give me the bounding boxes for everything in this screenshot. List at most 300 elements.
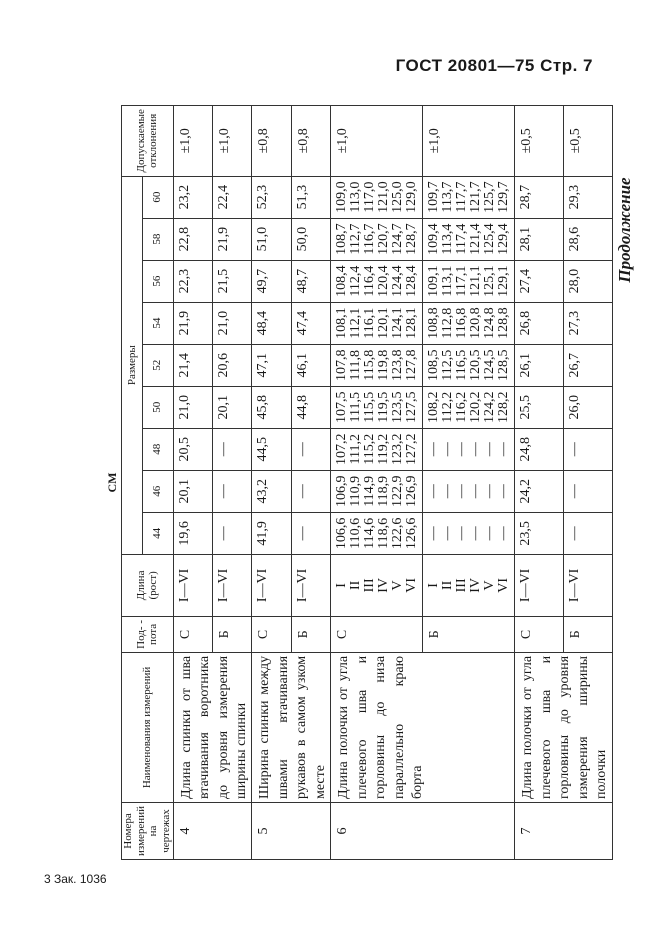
size-value-cell bbox=[563, 302, 612, 344]
tolerance-cell: ±0,8 bbox=[252, 106, 291, 177]
size-value: 111,2 bbox=[348, 434, 364, 465]
size-value-cell bbox=[291, 218, 330, 260]
size-value: 128,4 bbox=[404, 265, 420, 297]
size-value: 125,4 bbox=[482, 223, 498, 255]
size-value: — bbox=[454, 442, 470, 457]
size-value-cell bbox=[563, 386, 612, 428]
size-value: 21,5 bbox=[216, 268, 231, 294]
size-value: 20,6 bbox=[216, 352, 231, 378]
length-cell bbox=[252, 554, 291, 616]
size-value-cell bbox=[515, 386, 564, 428]
size-value: 21,0 bbox=[216, 310, 231, 336]
size-value: 22,4 bbox=[216, 184, 231, 210]
continuation-label: Продолжение bbox=[615, 177, 634, 283]
size-value: 110,9 bbox=[348, 475, 364, 507]
size-header: 58 bbox=[142, 218, 173, 260]
size-value: 127,2 bbox=[404, 433, 420, 466]
size-value: 125,7 bbox=[482, 181, 498, 213]
size-value: 120,7 bbox=[376, 223, 392, 255]
size-value: 21,4 bbox=[176, 352, 192, 378]
measurements-table bbox=[103, 105, 613, 860]
length-value: I—VI bbox=[294, 568, 310, 603]
measurement-number: 4 bbox=[173, 803, 252, 860]
size-value: 112,8 bbox=[440, 307, 456, 339]
size-value: 48,7 bbox=[294, 268, 310, 294]
size-value: — bbox=[440, 526, 456, 541]
size-value-cell bbox=[563, 344, 612, 386]
size-value: 21,9 bbox=[176, 310, 192, 336]
size-value-cell bbox=[331, 512, 423, 554]
size-value: 127,8 bbox=[404, 349, 420, 381]
size-value: 108,7 bbox=[334, 223, 350, 255]
size-value: — bbox=[440, 484, 456, 499]
size-value: 113,7 bbox=[440, 181, 456, 213]
size-header: 44 bbox=[142, 512, 173, 554]
subgroup-cell: С bbox=[331, 616, 423, 652]
length-cell bbox=[423, 554, 515, 616]
length-cell bbox=[563, 554, 612, 616]
size-value-cell bbox=[515, 218, 564, 260]
size-value: 113,0 bbox=[348, 181, 364, 213]
size-value-cell bbox=[173, 302, 212, 344]
size-value-cell bbox=[291, 344, 330, 386]
size-value: 51,3 bbox=[294, 184, 310, 210]
size-value: 126,6 bbox=[404, 517, 420, 550]
size-value-cell bbox=[423, 470, 515, 512]
length-value: VI bbox=[404, 577, 420, 593]
length-value: I—VI bbox=[216, 568, 231, 603]
table-row bbox=[252, 106, 291, 860]
size-value-cell bbox=[515, 428, 564, 470]
size-value-cell bbox=[252, 260, 291, 302]
measurement-name: Длина полочки от угла плечевого шва и горловины до низа параллельно краю борта bbox=[331, 652, 515, 802]
size-value: 111,8 bbox=[348, 349, 364, 381]
size-value: 116,7 bbox=[362, 223, 378, 255]
size-value-cell bbox=[291, 302, 330, 344]
size-value: 115,5 bbox=[362, 391, 378, 423]
size-value: 22,3 bbox=[176, 268, 192, 294]
size-value-cell bbox=[423, 302, 515, 344]
size-value-cell bbox=[515, 260, 564, 302]
size-value-cell bbox=[173, 470, 212, 512]
size-value-cell bbox=[331, 428, 423, 470]
size-value-cell bbox=[563, 260, 612, 302]
size-value-cell bbox=[291, 470, 330, 512]
size-value: — bbox=[496, 484, 512, 499]
length-cell bbox=[331, 554, 423, 616]
size-value: 122,6 bbox=[390, 517, 406, 550]
size-value: 120,8 bbox=[468, 307, 484, 339]
measurement-number: 7 bbox=[515, 803, 612, 860]
length-value: V bbox=[390, 580, 406, 591]
size-value: 112,1 bbox=[348, 307, 364, 339]
size-value: — bbox=[482, 526, 498, 541]
size-value: 47,4 bbox=[294, 310, 310, 336]
size-value: 45,8 bbox=[255, 394, 271, 420]
size-value: 27,4 bbox=[518, 268, 534, 294]
size-value: 118,6 bbox=[376, 517, 392, 549]
col-header-tolerance: Допускаемые отклонения bbox=[122, 106, 174, 177]
page-footer: 3 Зак. 1036 bbox=[44, 872, 107, 886]
size-value: 116,8 bbox=[454, 307, 470, 339]
size-value: — bbox=[454, 484, 470, 499]
size-value: 121,0 bbox=[376, 181, 392, 213]
size-value: 107,2 bbox=[334, 433, 350, 466]
size-value-cell bbox=[252, 302, 291, 344]
col-header-name: Наименования измерений bbox=[122, 652, 174, 802]
size-value: 124,2 bbox=[482, 391, 498, 423]
size-value-cell bbox=[252, 176, 291, 218]
table-row bbox=[331, 106, 423, 860]
size-value: 120,1 bbox=[376, 307, 392, 339]
length-value: I bbox=[426, 583, 442, 588]
size-value: 108,2 bbox=[426, 391, 442, 423]
size-value-cell bbox=[173, 260, 212, 302]
size-value-cell bbox=[213, 512, 252, 554]
size-value: 49,7 bbox=[255, 268, 271, 294]
size-value: — bbox=[468, 526, 484, 541]
size-value: 118,9 bbox=[376, 475, 392, 507]
size-value: 121,7 bbox=[468, 181, 484, 213]
size-value: 112,5 bbox=[440, 349, 456, 381]
measurements-table-area bbox=[103, 105, 648, 860]
size-value: — bbox=[496, 442, 512, 457]
measurement-name: Длина спинки от шва втачивания воротника до уровня измерения ширины спинки bbox=[173, 652, 252, 802]
size-value: 116,1 bbox=[362, 307, 378, 339]
size-value: 29,3 bbox=[566, 184, 582, 210]
size-value: 128,5 bbox=[496, 349, 512, 381]
size-value: 28,0 bbox=[566, 268, 582, 294]
size-value-cell bbox=[213, 176, 252, 218]
size-value-cell bbox=[423, 218, 515, 260]
size-value-cell bbox=[515, 470, 564, 512]
length-value: II bbox=[348, 580, 364, 591]
size-value-cell bbox=[173, 344, 212, 386]
size-header: 54 bbox=[142, 302, 173, 344]
size-value: 117,0 bbox=[362, 181, 378, 213]
size-value: 23,2 bbox=[176, 184, 192, 210]
size-value: 106,9 bbox=[334, 475, 350, 508]
size-value: 28,7 bbox=[518, 184, 534, 210]
length-value: III bbox=[454, 578, 470, 593]
size-value: 117,7 bbox=[454, 181, 470, 213]
size-header: 48 bbox=[142, 428, 173, 470]
length-cell bbox=[173, 554, 212, 616]
subgroup-cell: С bbox=[515, 616, 564, 652]
length-value: III bbox=[362, 578, 378, 593]
tolerance-cell: ±0,5 bbox=[563, 106, 612, 177]
size-value: 114,6 bbox=[362, 517, 378, 549]
size-value: 128,7 bbox=[404, 223, 420, 255]
size-value: 46,1 bbox=[294, 352, 310, 378]
size-value: 21,0 bbox=[176, 394, 192, 420]
size-value: 119,8 bbox=[376, 349, 392, 381]
size-value: 28,1 bbox=[518, 226, 534, 252]
size-value: 116,2 bbox=[454, 391, 470, 423]
length-value: I—VI bbox=[176, 568, 192, 603]
size-value: 25,5 bbox=[518, 394, 534, 420]
size-value: 108,4 bbox=[334, 265, 350, 297]
size-value: 119,2 bbox=[376, 433, 392, 465]
size-value: 114,9 bbox=[362, 475, 378, 507]
length-value: I—VI bbox=[518, 568, 534, 603]
size-value-cell bbox=[173, 218, 212, 260]
size-header: 60 bbox=[142, 176, 173, 218]
tolerance-cell: ±0,5 bbox=[515, 106, 564, 177]
size-value: 123,5 bbox=[390, 391, 406, 423]
subgroup-cell: Б bbox=[213, 616, 252, 652]
length-value: II bbox=[440, 580, 456, 591]
size-value: — bbox=[294, 484, 310, 499]
size-value: 19,6 bbox=[176, 521, 192, 546]
size-value: — bbox=[216, 526, 231, 541]
col-header-subgroup: Под- пота bbox=[122, 616, 174, 652]
size-value: 124,1 bbox=[390, 307, 406, 339]
size-value: 123,8 bbox=[390, 349, 406, 381]
size-value: 121,4 bbox=[468, 223, 484, 255]
subgroup-cell: Б bbox=[291, 616, 330, 652]
size-value: 124,8 bbox=[482, 307, 498, 339]
size-value: 48,4 bbox=[255, 310, 271, 336]
size-value: 108,5 bbox=[426, 349, 442, 381]
size-value: 121,1 bbox=[468, 265, 484, 297]
subgroup-cell: Б bbox=[563, 616, 612, 652]
page-header: ГОСТ 20801—75 Стр. 7 bbox=[395, 56, 593, 75]
size-value-cell bbox=[252, 386, 291, 428]
size-value: 28,6 bbox=[566, 226, 582, 252]
size-value-cell bbox=[173, 428, 212, 470]
size-value-cell bbox=[213, 428, 252, 470]
size-value-cell bbox=[213, 218, 252, 260]
size-value: 50,0 bbox=[294, 226, 310, 252]
size-value: 26,8 bbox=[518, 310, 534, 336]
size-value-cell bbox=[331, 386, 423, 428]
unit-label: СМ bbox=[103, 106, 122, 860]
length-value: IV bbox=[468, 577, 484, 593]
size-value-cell bbox=[213, 470, 252, 512]
size-value: 20,1 bbox=[216, 394, 231, 420]
size-value-cell bbox=[252, 344, 291, 386]
size-value: 51,0 bbox=[255, 226, 271, 252]
size-value: 129,0 bbox=[404, 181, 420, 213]
size-value-cell bbox=[563, 428, 612, 470]
subgroup-cell: С bbox=[173, 616, 212, 652]
size-value-cell bbox=[252, 218, 291, 260]
size-value: — bbox=[454, 526, 470, 541]
length-value: I bbox=[334, 583, 350, 588]
measurement-name: Длина полочки от угла плечевого шва и горловины до уровня измерения ширины полочки bbox=[515, 652, 612, 802]
size-header: 50 bbox=[142, 386, 173, 428]
size-value: — bbox=[294, 526, 310, 541]
rotated-table-container bbox=[103, 105, 648, 860]
size-value: 107,5 bbox=[334, 391, 350, 423]
size-value: 109,1 bbox=[426, 265, 442, 297]
size-value: — bbox=[468, 484, 484, 499]
tolerance-cell: ±1,0 bbox=[423, 106, 515, 177]
size-value-cell bbox=[563, 176, 612, 218]
size-value: — bbox=[426, 442, 442, 457]
size-value: — bbox=[440, 442, 456, 457]
size-value: 123,2 bbox=[390, 433, 406, 466]
size-value: 110,6 bbox=[348, 517, 364, 549]
size-value-cell bbox=[331, 260, 423, 302]
size-value-cell bbox=[291, 512, 330, 554]
size-value-cell bbox=[423, 428, 515, 470]
size-value: 116,4 bbox=[362, 265, 378, 297]
size-value-cell bbox=[423, 386, 515, 428]
size-value: 22,8 bbox=[176, 226, 192, 252]
tolerance-cell: ±1,0 bbox=[173, 106, 212, 177]
size-value: 128,8 bbox=[496, 307, 512, 339]
size-value: 109,0 bbox=[334, 181, 350, 213]
size-header: 46 bbox=[142, 470, 173, 512]
size-value: 119,5 bbox=[376, 391, 392, 423]
size-value: 26,1 bbox=[518, 352, 534, 378]
size-value: 127,5 bbox=[404, 391, 420, 423]
size-value-cell bbox=[173, 512, 212, 554]
subgroup-cell: С bbox=[252, 616, 291, 652]
size-value-cell bbox=[213, 302, 252, 344]
length-value: IV bbox=[376, 577, 392, 593]
measurement-number: 5 bbox=[252, 803, 331, 860]
size-value: 24,8 bbox=[518, 437, 534, 462]
size-value: 108,8 bbox=[426, 307, 442, 339]
size-value-cell bbox=[331, 218, 423, 260]
size-value-cell bbox=[423, 344, 515, 386]
tolerance-cell: ±0,8 bbox=[291, 106, 330, 177]
size-value-cell bbox=[173, 386, 212, 428]
size-value: 109,7 bbox=[426, 181, 442, 213]
size-value: 116,5 bbox=[454, 349, 470, 381]
size-value: 106,6 bbox=[334, 517, 350, 550]
tolerance-cell: ±1,0 bbox=[331, 106, 423, 177]
size-value: 112,7 bbox=[348, 223, 364, 255]
size-value: — bbox=[294, 442, 310, 457]
size-value: 44,8 bbox=[294, 394, 310, 420]
size-value: 107,8 bbox=[334, 349, 350, 381]
size-value-cell bbox=[563, 470, 612, 512]
subgroup-cell: Б bbox=[423, 616, 515, 652]
measurement-name: Ширина спинки между швами втачивания рукавов в самом узком месте bbox=[252, 652, 331, 802]
table-row bbox=[173, 106, 212, 860]
size-value-cell bbox=[213, 344, 252, 386]
size-value: 23,5 bbox=[518, 521, 534, 546]
size-value: 117,1 bbox=[454, 265, 470, 297]
tolerance-cell: ±1,0 bbox=[213, 106, 252, 177]
size-value-cell bbox=[515, 344, 564, 386]
col-header-length: Длина (рост) bbox=[122, 554, 174, 616]
length-value: VI bbox=[496, 577, 512, 593]
length-value: V bbox=[482, 580, 498, 591]
size-value: 128,1 bbox=[404, 307, 420, 339]
size-value-cell bbox=[331, 302, 423, 344]
size-value-cell bbox=[173, 176, 212, 218]
size-value: — bbox=[566, 442, 582, 457]
size-value: 24,2 bbox=[518, 479, 534, 504]
size-value-cell bbox=[252, 470, 291, 512]
size-value-cell bbox=[213, 260, 252, 302]
size-value-cell bbox=[331, 344, 423, 386]
size-value-cell bbox=[291, 260, 330, 302]
size-value-cell bbox=[563, 512, 612, 554]
size-value: 113,1 bbox=[440, 265, 456, 297]
size-value: 26,0 bbox=[566, 394, 582, 420]
size-value-cell bbox=[213, 386, 252, 428]
size-value: 109,4 bbox=[426, 223, 442, 255]
size-value: 52,3 bbox=[255, 184, 271, 210]
size-value-cell bbox=[515, 512, 564, 554]
size-value-cell bbox=[252, 512, 291, 554]
size-value: 129,1 bbox=[496, 265, 512, 297]
size-value: — bbox=[426, 484, 442, 499]
size-value: 129,7 bbox=[496, 181, 512, 213]
measurement-number: 6 bbox=[331, 803, 515, 860]
size-value: 112,4 bbox=[348, 265, 364, 297]
size-value-cell bbox=[252, 428, 291, 470]
col-header-number: Номера измерений на чертежах bbox=[122, 803, 174, 860]
size-value: — bbox=[566, 484, 582, 499]
size-value: 26,7 bbox=[566, 352, 582, 378]
length-value: I—VI bbox=[566, 568, 582, 603]
size-value: 115,2 bbox=[362, 433, 378, 465]
size-value-cell bbox=[563, 218, 612, 260]
length-cell bbox=[515, 554, 564, 616]
size-value: — bbox=[426, 526, 442, 541]
col-header-sizes: Размеры bbox=[122, 176, 143, 554]
size-value-cell bbox=[331, 176, 423, 218]
size-value: — bbox=[468, 442, 484, 457]
size-value: 122,9 bbox=[390, 475, 406, 508]
size-value: 27,3 bbox=[566, 310, 582, 336]
size-value: 20,5 bbox=[176, 437, 192, 462]
length-cell bbox=[213, 554, 252, 616]
size-value: 43,2 bbox=[255, 479, 271, 504]
size-value: 47,1 bbox=[255, 352, 271, 378]
size-value: 124,5 bbox=[482, 349, 498, 381]
size-value-cell bbox=[423, 176, 515, 218]
size-value: 113,4 bbox=[440, 223, 456, 255]
size-value: 120,2 bbox=[468, 391, 484, 423]
size-header: 56 bbox=[142, 260, 173, 302]
size-value: — bbox=[216, 442, 231, 457]
size-value: 120,4 bbox=[376, 265, 392, 297]
length-value: I—VI bbox=[255, 568, 271, 603]
size-value: 125,1 bbox=[482, 265, 498, 297]
size-value: 126,9 bbox=[404, 475, 420, 508]
size-value: 128,2 bbox=[496, 391, 512, 423]
size-value-cell bbox=[423, 512, 515, 554]
size-value: — bbox=[496, 526, 512, 541]
size-value: 44,5 bbox=[255, 437, 271, 462]
size-value: 117,4 bbox=[454, 223, 470, 255]
size-value: 115,8 bbox=[362, 349, 378, 381]
size-value: 108,1 bbox=[334, 307, 350, 339]
size-value: 21,9 bbox=[216, 226, 231, 252]
size-value-cell bbox=[515, 176, 564, 218]
size-value: 125,0 bbox=[390, 181, 406, 213]
size-value: — bbox=[216, 484, 231, 499]
size-value: 129,4 bbox=[496, 223, 512, 255]
size-value-cell bbox=[515, 302, 564, 344]
size-value-cell bbox=[423, 260, 515, 302]
size-value: — bbox=[566, 526, 582, 541]
size-value: — bbox=[482, 484, 498, 499]
size-value: 124,7 bbox=[390, 223, 406, 255]
size-value-cell bbox=[291, 176, 330, 218]
size-value: 111,5 bbox=[348, 392, 364, 423]
length-cell bbox=[291, 554, 330, 616]
size-value-cell bbox=[291, 386, 330, 428]
